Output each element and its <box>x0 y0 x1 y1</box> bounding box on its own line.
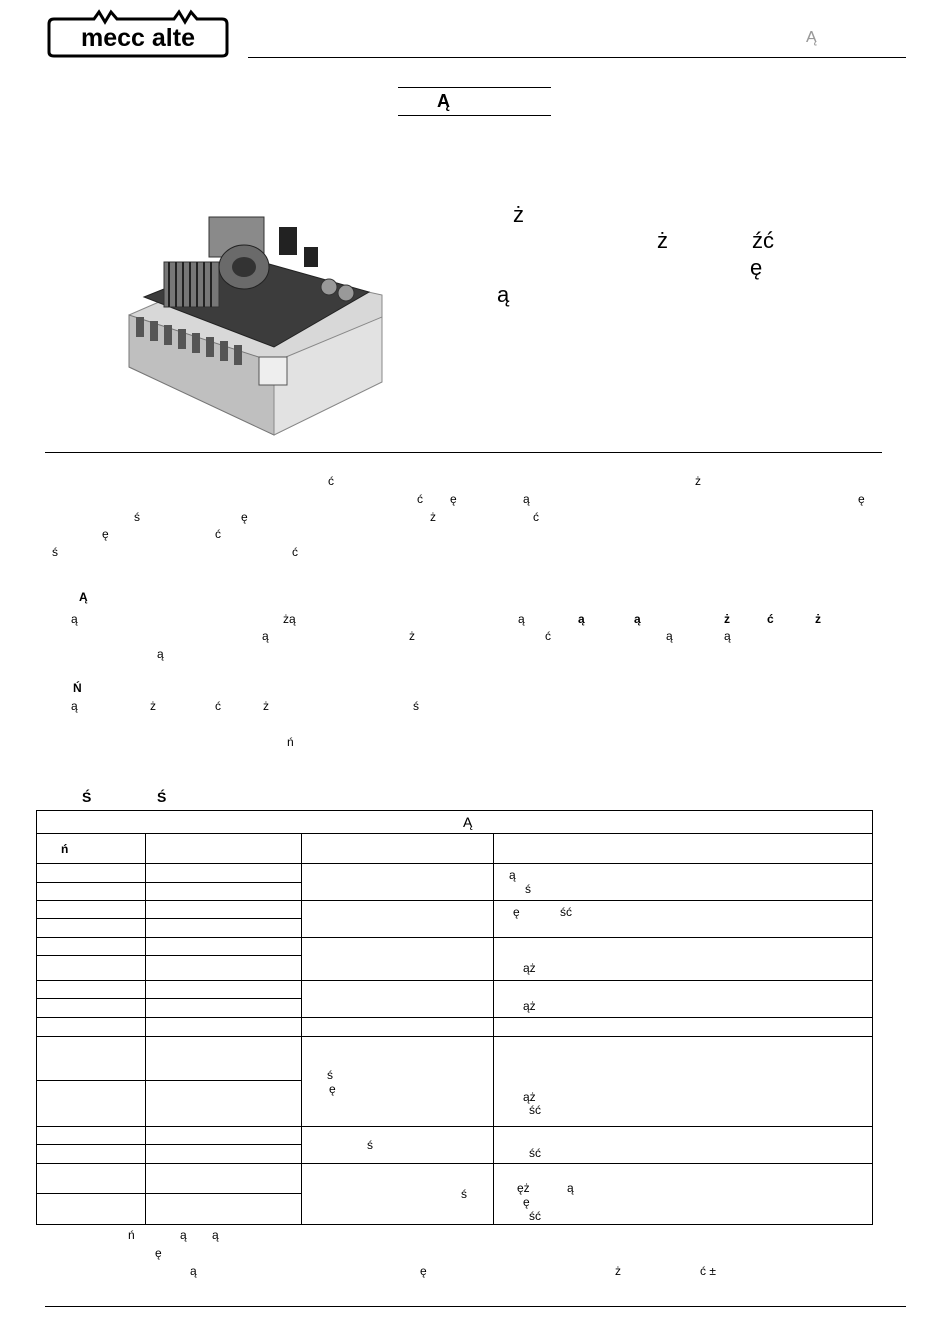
p1-glyph: ć <box>533 510 539 524</box>
s1-glyph: ć <box>767 612 774 626</box>
p1-glyph: ż <box>695 474 701 488</box>
r5-desc-1: ąż <box>523 1090 536 1104</box>
col-line <box>145 833 146 1224</box>
p1-glyph: ę <box>102 527 109 541</box>
row-line <box>37 955 301 956</box>
row-line <box>37 1144 301 1145</box>
r2-desc-2: ść <box>560 905 572 919</box>
s1-glyph: ą <box>71 612 78 626</box>
p1-glyph: ą <box>523 492 530 506</box>
r4-desc-1: ąż <box>523 999 536 1013</box>
s1-glyph: ą <box>578 612 585 626</box>
fn-glyph: ż <box>615 1264 621 1278</box>
title-rule-bottom <box>398 115 551 116</box>
intro-char-1: ż <box>513 202 524 227</box>
row-line <box>37 882 301 883</box>
s2-glyph: ą <box>71 699 78 713</box>
col1-header: ń <box>61 842 69 856</box>
intro-char-3: źć <box>752 228 774 253</box>
r7-desc-4: ść <box>529 1209 541 1223</box>
spec-table <box>36 810 873 1225</box>
s1-glyph: ż <box>409 629 415 643</box>
r7-desc-2: ą <box>567 1181 574 1195</box>
p1-glyph: ż <box>430 510 436 524</box>
intro-char-2: ż <box>657 228 668 253</box>
s2-glyph: ś <box>413 699 419 713</box>
s1-glyph: żą <box>283 612 296 626</box>
row-line <box>37 998 301 999</box>
section2-heading: Ń <box>73 681 82 695</box>
table-caption-2: Ś <box>157 789 167 805</box>
footer-rule <box>45 1306 906 1307</box>
p1-glyph: ć <box>417 492 423 506</box>
s2-glyph: ż <box>263 699 269 713</box>
fn-glyph: ń <box>128 1228 135 1242</box>
fn-glyph: ć ± <box>700 1264 716 1278</box>
intro-char-4: ę <box>750 255 763 280</box>
row-line <box>37 1126 872 1127</box>
s1-glyph: ą <box>262 629 269 643</box>
p1-glyph: ę <box>241 510 248 524</box>
s1-glyph: ż <box>724 612 730 626</box>
p1-glyph: ć <box>215 527 221 541</box>
row-line <box>37 1017 872 1018</box>
s2-glyph: ż <box>150 699 156 713</box>
col-line <box>493 833 494 1224</box>
row-line <box>37 1163 872 1164</box>
logo-graphic <box>46 9 230 59</box>
p1-glyph: ś <box>52 545 58 559</box>
fn-glyph: ę <box>420 1264 427 1278</box>
table-title: Ą <box>463 814 473 830</box>
fn-glyph: ę <box>155 1246 162 1260</box>
p1-glyph: ś <box>134 510 140 524</box>
header-rule <box>248 57 906 58</box>
s1-glyph: ą <box>724 629 731 643</box>
regulator-board-photo <box>124 207 386 437</box>
p1-glyph: ć <box>328 474 334 488</box>
fn-glyph: ą <box>180 1228 187 1242</box>
r1-desc-1: ą <box>509 868 516 882</box>
r5-desc-2: ść <box>529 1103 541 1117</box>
r7-desc-1: ęż <box>517 1181 530 1195</box>
section1-heading: Ą <box>79 590 88 604</box>
fn-glyph: ą <box>190 1264 197 1278</box>
intro-char-5: ą <box>497 282 510 307</box>
p1-glyph: ę <box>858 492 865 506</box>
r3-desc-1: ąż <box>523 961 536 975</box>
fn-glyph: ą <box>212 1228 219 1242</box>
row-line <box>37 833 872 834</box>
s2-glyph: ń <box>287 735 294 749</box>
s2-glyph: ć <box>215 699 221 713</box>
section-divider <box>45 452 882 453</box>
title-rule-top <box>398 87 551 88</box>
r5-mid-1: ś <box>327 1068 333 1082</box>
r6-desc-1: ść <box>529 1146 541 1160</box>
col-line <box>301 833 302 1224</box>
row-line <box>37 900 872 901</box>
page-title: Ą <box>437 91 450 111</box>
row-line <box>37 1036 872 1037</box>
r1-desc-2: ś <box>525 882 531 896</box>
row-line <box>37 1080 301 1081</box>
row-line <box>37 937 872 938</box>
svg-text:mecc alte: mecc alte <box>81 24 195 52</box>
s1-glyph: ą <box>157 647 164 661</box>
r5-mid-2: ę <box>329 1082 336 1096</box>
p1-glyph: ć <box>292 545 298 559</box>
row-line <box>37 980 872 981</box>
s1-glyph: ą <box>634 612 641 626</box>
mecc-alte-logo <box>46 9 230 59</box>
row-line <box>37 863 872 864</box>
header-corner-mark: Ą <box>806 29 817 46</box>
row-line <box>37 1193 301 1194</box>
table-caption-1: Ś <box>82 789 92 805</box>
s1-glyph: ć <box>545 629 551 643</box>
row-line <box>37 918 301 919</box>
s1-glyph: ż <box>815 612 821 626</box>
r7-mid-1: ś <box>461 1187 467 1201</box>
r6-mid-1: ś <box>367 1138 373 1152</box>
s1-glyph: ą <box>666 629 673 643</box>
r7-desc-3: ę <box>523 1195 530 1209</box>
p1-glyph: ę <box>450 492 457 506</box>
s1-glyph: ą <box>518 612 525 626</box>
r2-desc-1: ę <box>513 905 520 919</box>
